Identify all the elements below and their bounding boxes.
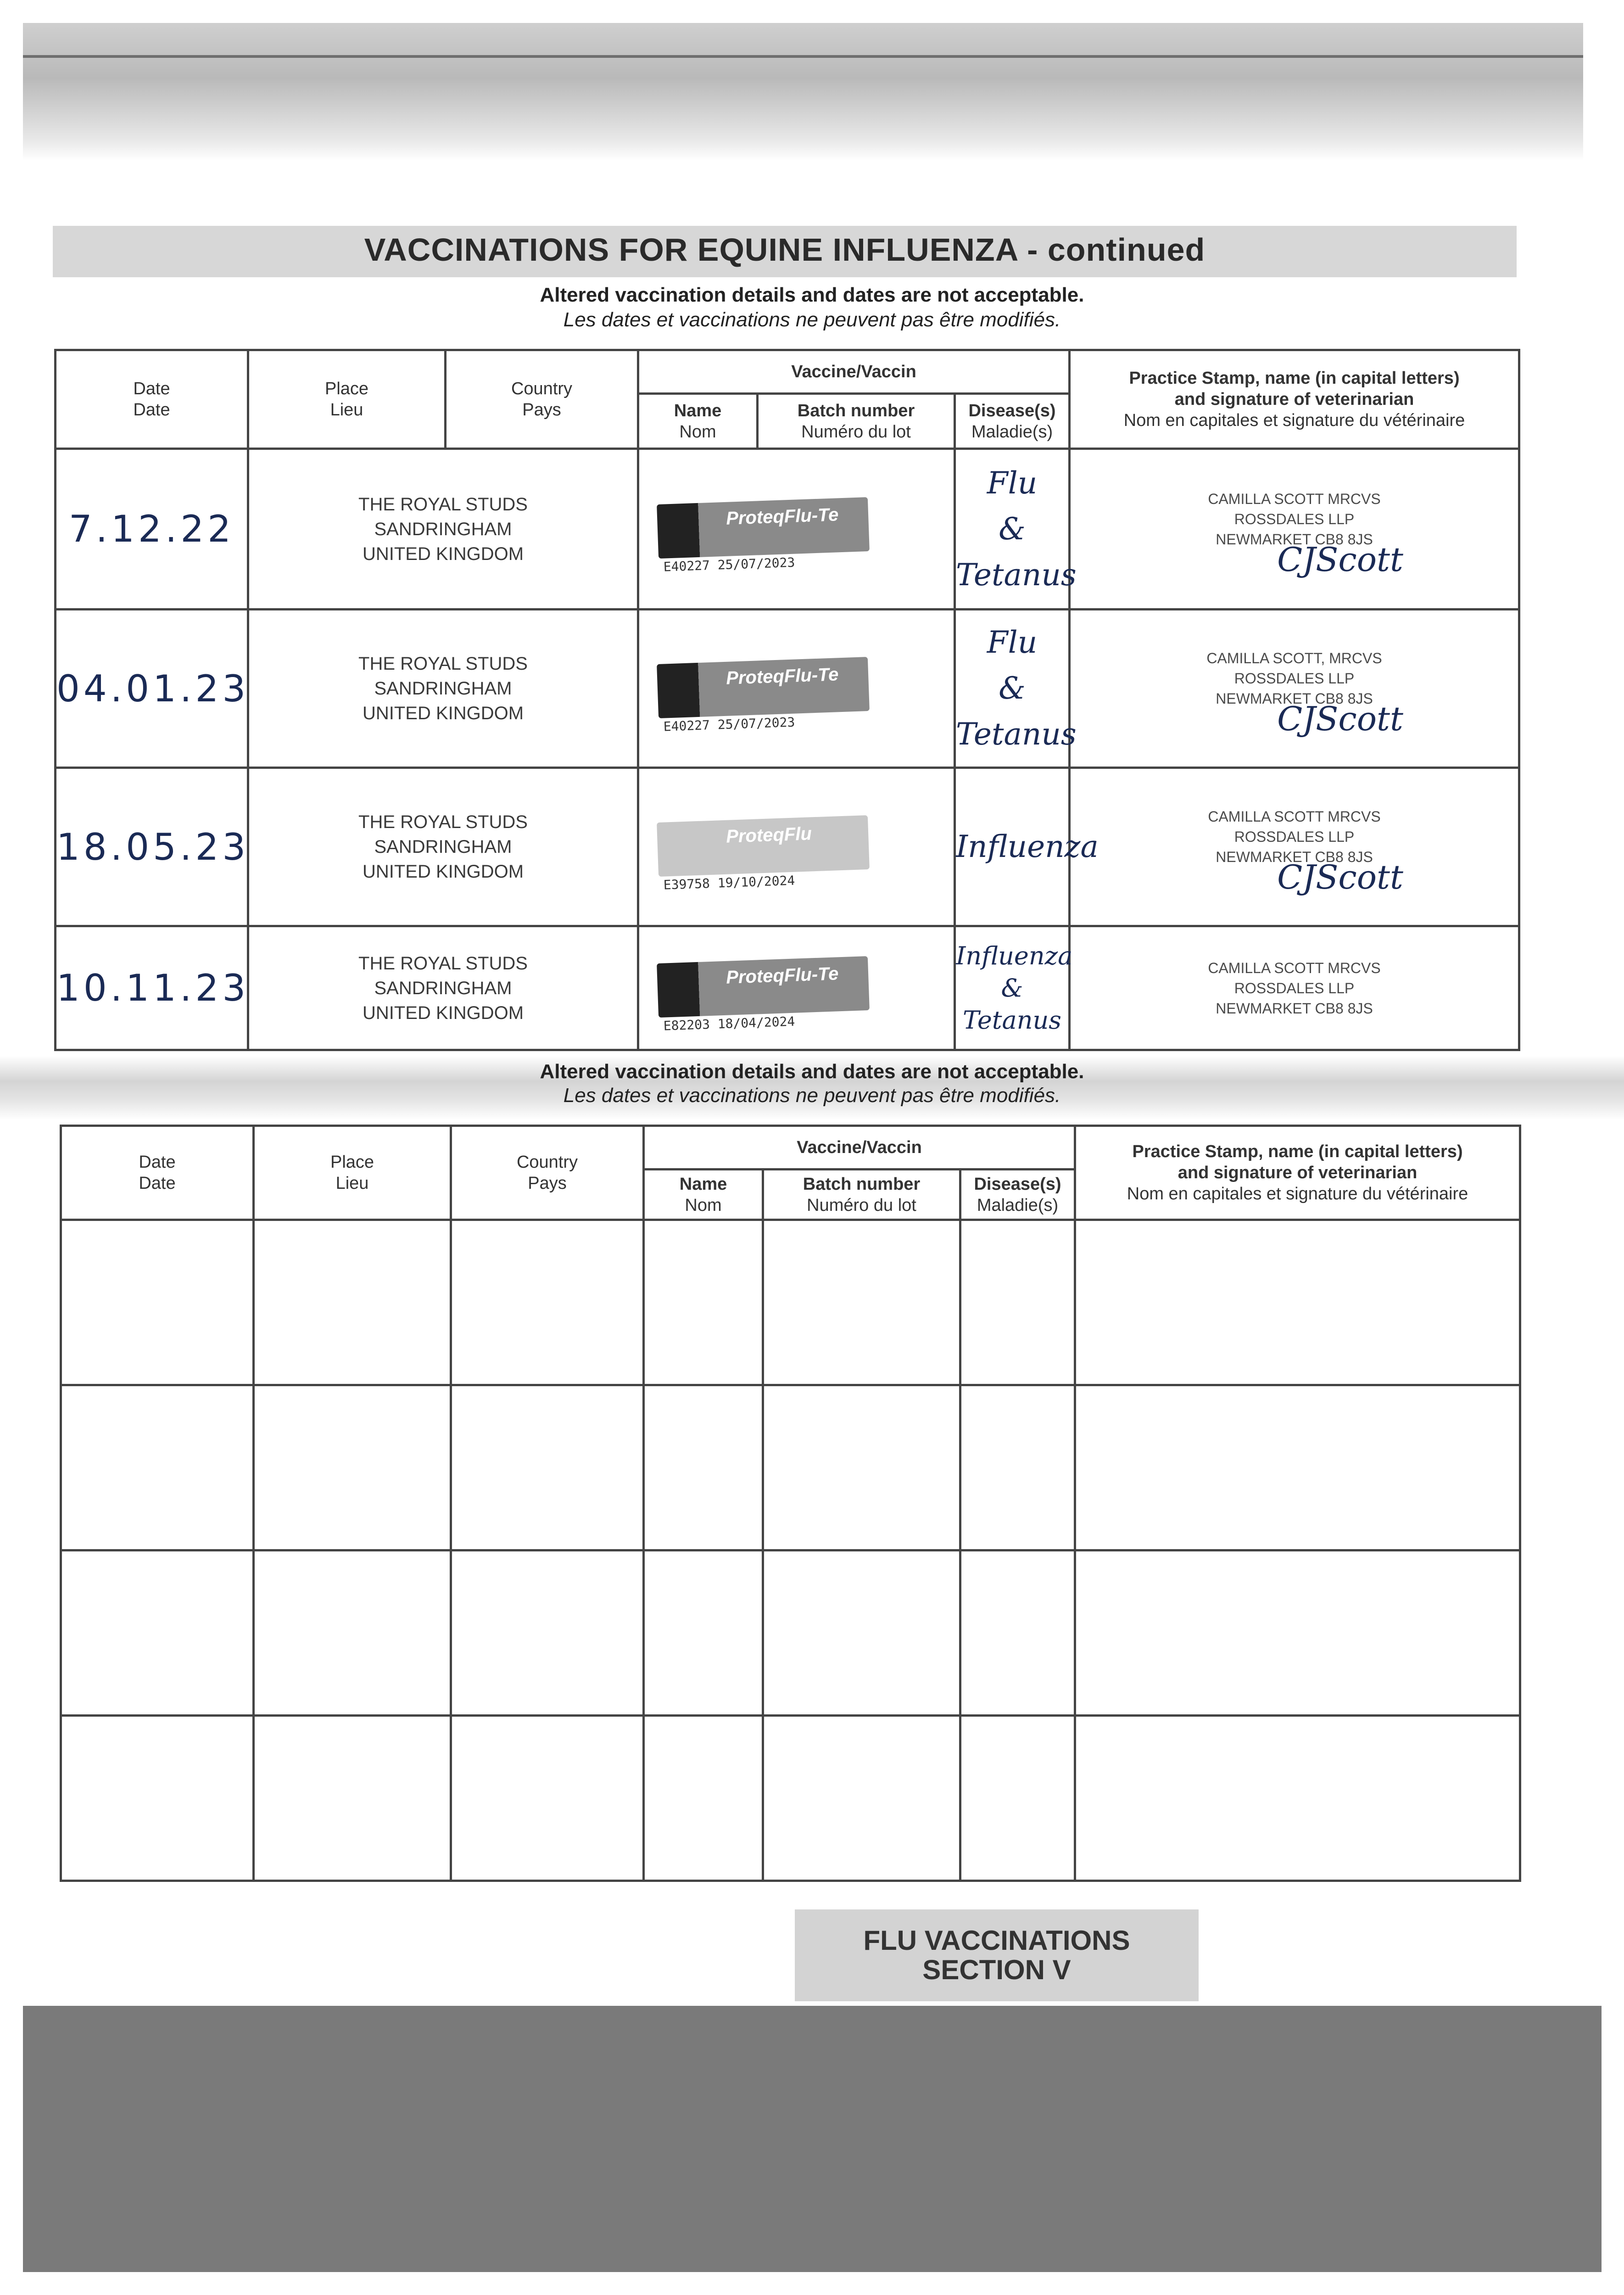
header-date: Date Date [61,1126,254,1220]
vaccine-sticker: ProteqFlu-Te E40227 25/07/2023 [638,449,955,610]
vaccine-sticker: ProteqFlu-Te E82203 18/04/2024 [638,926,955,1050]
page-title: VACCINATIONS FOR EQUINE INFLUENZA - continued [364,232,1205,268]
page-title-bar [53,226,1517,277]
vaccination-date: 10.11.23 [56,926,248,1050]
scan-top-edge [23,23,1583,161]
section-label: FLU VACCINATIONS SECTION V [795,1909,1199,2001]
table-row [56,449,1519,610]
notice-french: Les dates et vaccinations ne peuvent pas être modifiés. [563,308,1061,331]
table-row [61,1220,1520,1385]
vaccination-date: 18.05.23 [56,768,248,926]
notice-english-2: Altered vaccination details and dates are not acceptable. [540,1060,1084,1083]
vet-stamp: CAMILLA SCOTT MRCVS ROSSDALES LLP NEWMARKET CB8 8JS [1070,926,1519,1050]
header-country: Country Pays [446,350,638,449]
vet-stamp: CAMILLA SCOTT MRCVS ROSSDALES LLP NEWMARKET CB8 8JS CJScott [1070,768,1519,926]
vaccination-place: THE ROYAL STUDS SANDRINGHAM UNITED KINGDOM [248,449,638,610]
disease-handwritten: Influenza [955,768,1070,926]
vet-signature: CJScott [1277,700,1403,738]
header-batch: Batch number Numéro du lot [758,394,955,449]
header-vaccine: Vaccine/Vaccin [638,350,1070,394]
header-practice-stamp: Practice Stamp, name (in capital letters) and signature of veterinarian Nom en capitales et signature du vétérinaire [1075,1126,1520,1220]
vaccine-sticker: ProteqFlu E39758 19/10/2024 [638,768,955,926]
vaccination-place: THE ROYAL STUDS SANDRINGHAM UNITED KINGDOM [248,610,638,768]
vaccination-table-upper [54,349,1520,1051]
header-place: Place Lieu [248,350,446,449]
disease-handwritten: Flu & Tetanus [955,610,1070,768]
header-place: Place Lieu [254,1126,451,1220]
header-date: Date Date [56,350,248,449]
header-disease: Disease(s) Maladie(s) [960,1170,1075,1220]
header-name: Name Nom [644,1170,763,1220]
header-country: Country Pays [451,1126,644,1220]
table-row [61,1551,1520,1716]
notice-french-2: Les dates et vaccinations ne peuvent pas être modifiés. [563,1084,1061,1107]
disease-handwritten: Influenza & Tetanus [955,926,1070,1050]
vaccination-place: THE ROYAL STUDS SANDRINGHAM UNITED KINGDOM [248,768,638,926]
header-name: Name Nom [638,394,758,449]
notice-english: Altered vaccination details and dates are not acceptable. [540,284,1084,306]
table-row [61,1385,1520,1551]
header-disease: Disease(s) Maladie(s) [955,394,1070,449]
vet-stamp: CAMILLA SCOTT, MRCVS ROSSDALES LLP NEWMARKET CB8 8JS CJScott [1070,610,1519,768]
table-row [56,610,1519,768]
vaccination-place: THE ROYAL STUDS SANDRINGHAM UNITED KINGDOM [248,926,638,1050]
vaccination-table-lower [60,1125,1521,1882]
vet-stamp: CAMILLA SCOTT MRCVS ROSSDALES LLP NEWMARKET CB8 8JS CJScott [1070,449,1519,610]
header-practice-stamp: Practice Stamp, name (in capital letters) and signature of veterinarian Nom en capitales et signature du vétérinaire [1070,350,1519,449]
table-row [61,1716,1520,1881]
header-vaccine: Vaccine/Vaccin [644,1126,1075,1170]
vaccination-date: 04.01.23 [56,610,248,768]
vaccine-sticker: ProteqFlu-Te E40227 25/07/2023 [638,610,955,768]
scan-bottom-area [23,2006,1602,2272]
vaccination-date: 7.12.22 [56,449,248,610]
vet-signature: CJScott [1277,540,1403,579]
header-batch: Batch number Numéro du lot [763,1170,960,1220]
table-row [56,926,1519,1050]
table-row [56,768,1519,926]
disease-handwritten: Flu & Tetanus [955,449,1070,610]
vet-signature: CJScott [1277,858,1403,896]
